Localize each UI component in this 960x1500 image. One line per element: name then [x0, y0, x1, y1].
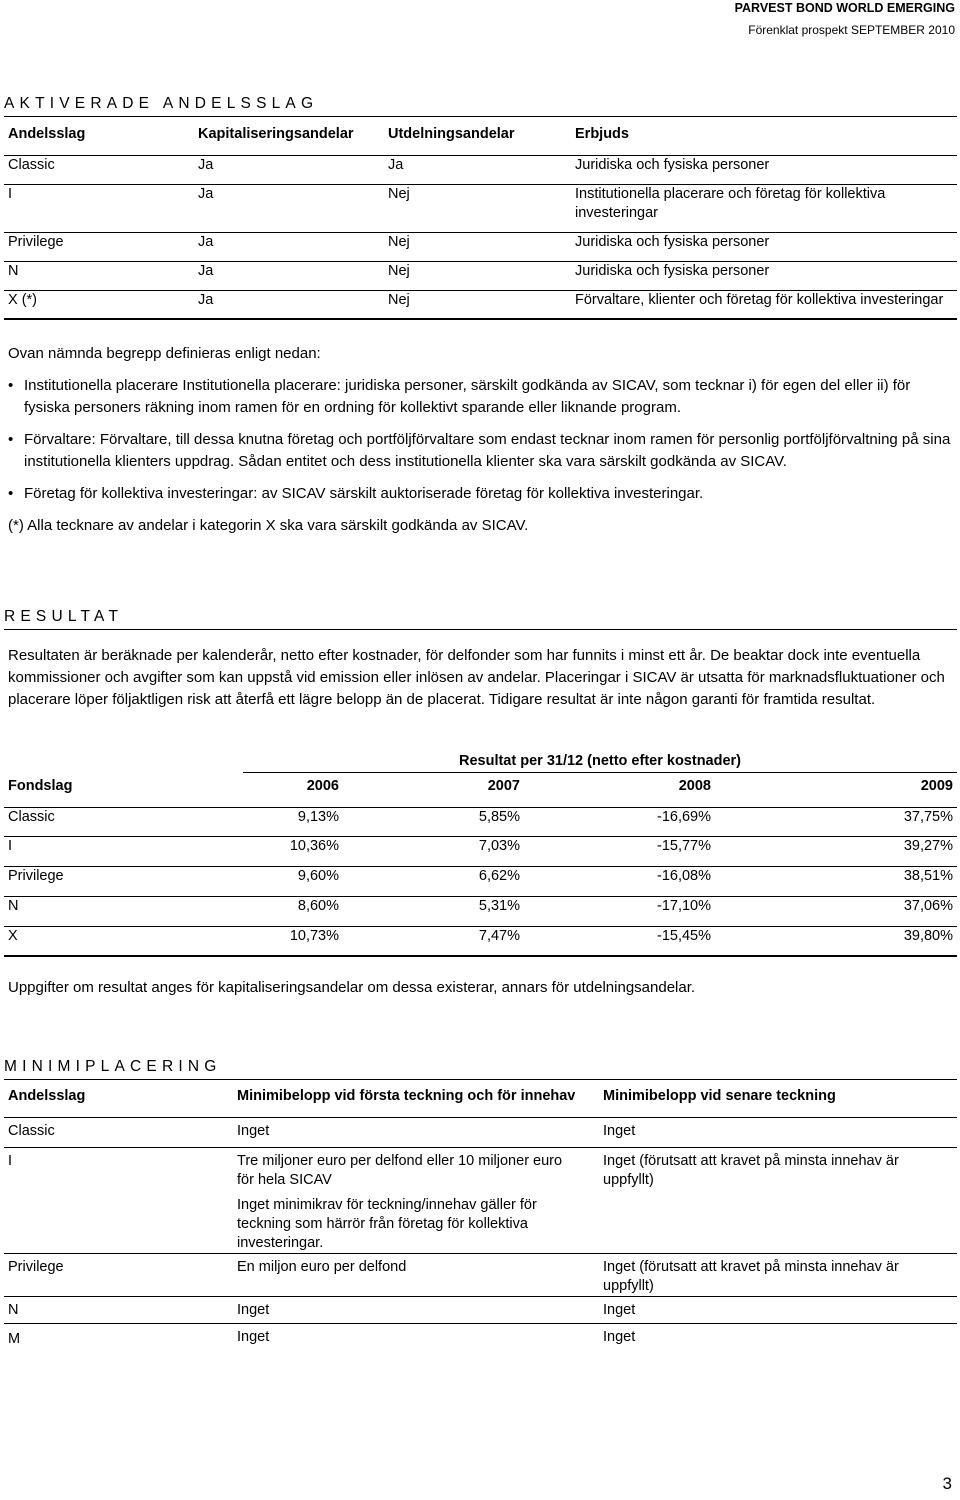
table-cell: 39,80%	[715, 926, 957, 956]
table-cell: Ja	[194, 184, 384, 232]
table-cell: Juridiska och fysiska personer	[571, 232, 957, 261]
table-row	[4, 836, 957, 866]
table-row	[4, 232, 957, 261]
table-cell: 9,13%	[243, 807, 343, 836]
results-table	[4, 777, 957, 957]
document-subtitle: Förenklat prospekt SEPTEMBER 2010	[748, 23, 955, 37]
table-cell: Förvaltare, klienter och företag för kollektiva investeringar	[571, 290, 957, 319]
table-cell: 9,60%	[243, 866, 343, 896]
table-cell: 39,27%	[715, 836, 957, 866]
table-cell: X	[4, 926, 243, 956]
table-cell: M	[4, 1323, 233, 1353]
table-cell: -16,69%	[524, 807, 715, 836]
table-cell: Ja	[384, 155, 571, 184]
column-header: 2008	[524, 777, 715, 807]
table-cell	[233, 1147, 599, 1253]
column-header: Fondslag	[4, 777, 243, 807]
results-intro-block	[8, 645, 954, 711]
table-cell: Privilege	[4, 1253, 233, 1296]
section-title-results: RESULTAT	[4, 606, 957, 630]
table-cell: 5,85%	[343, 807, 524, 836]
table-cell: Nej	[384, 290, 571, 319]
table-cell: Ja	[194, 155, 384, 184]
definitions-intro: Ovan nämnda begrepp definieras enligt nedan:	[8, 345, 321, 362]
table-row	[4, 1323, 957, 1353]
min-first-text: Tre miljoner euro per delfond eller 10 miljoner euro för hela SICAV	[237, 1152, 563, 1188]
table-cell: 7,47%	[343, 926, 524, 956]
table-row	[4, 1117, 957, 1147]
table-row	[4, 261, 957, 290]
table-cell: N	[4, 1296, 233, 1323]
table-cell: Ja	[194, 290, 384, 319]
list-item: • Institutionella placerare Institutionella placerare: juridiska personer, särskilt godkända av SICAV, som tecknar i) för egen del eller ii) för fysiska personers räkning inom ramen för en ordning för kollektivt sparande eller liknande program.	[8, 375, 954, 419]
table-cell: Inget (förutsatt att kravet på minsta innehav är uppfyllt)	[599, 1147, 957, 1253]
table-row	[4, 1296, 957, 1323]
table-cell: -15,77%	[524, 836, 715, 866]
table-cell: Ja	[194, 261, 384, 290]
table-cell: 37,06%	[715, 896, 957, 926]
table-row	[4, 155, 957, 184]
results-note: Uppgifter om resultat anges för kapitaliseringsandelar om dessa existerar, annars för utdelningsandelar.	[8, 979, 696, 996]
page-number: 3	[942, 1474, 952, 1493]
table-cell: 8,60%	[243, 896, 343, 926]
table-cell: -17,10%	[524, 896, 715, 926]
results-intro: Resultaten är beräknade per kalenderår, netto efter kostnader, för delfonder som har funnits i minst ett år. De beaktar dock inte eventuella kommissioner och avgifter som kan uppstå vid emission eller inlösen av andelar. Placeringar i SICAV är utsatta för marknadsfluktuationer och placerare löper följaktligen risk att återfå ett lägre belopp än de placerat. Tidigare resultat är inte någon garanti för framtida resultat.	[8, 647, 945, 708]
table-cell: Inget	[233, 1296, 599, 1323]
table-row	[4, 926, 957, 956]
table-cell: Juridiska och fysiska personer	[571, 261, 957, 290]
definitions-list	[8, 375, 954, 505]
table-cell: Inget	[599, 1323, 957, 1353]
table-row	[4, 896, 957, 926]
definitions-footnote: (*) Alla tecknare av andelar i kategorin X ska vara särskilt godkända av SICAV.	[8, 517, 529, 534]
column-header: Minimibelopp vid första teckning och för innehav	[233, 1087, 599, 1117]
results-note-block	[8, 977, 954, 999]
column-header: Andelsslag	[4, 125, 194, 155]
table-cell: 10,73%	[243, 926, 343, 956]
table-cell: N	[4, 261, 194, 290]
table-row	[4, 1253, 957, 1296]
table-cell: Privilege	[4, 232, 194, 261]
column-header: Utdelningsandelar	[384, 125, 571, 155]
table-row	[4, 184, 957, 232]
table-row	[4, 807, 957, 836]
table-cell: Ja	[194, 232, 384, 261]
column-header: 2009	[715, 777, 957, 807]
table-cell: Privilege	[4, 866, 243, 896]
table-cell: Institutionella placerare och företag för kollektiva investeringar	[571, 184, 957, 232]
column-header: Kapitaliseringsandelar	[194, 125, 384, 155]
list-item: • Företag för kollektiva investeringar: av SICAV särskilt auktoriserade företag för kollektiva investeringar.	[8, 483, 954, 505]
table-cell: Inget	[599, 1296, 957, 1323]
column-header: Minimibelopp vid senare teckning	[599, 1087, 957, 1117]
table-cell: Nej	[384, 261, 571, 290]
table-cell: Nej	[384, 184, 571, 232]
table-cell: Juridiska och fysiska personer	[571, 155, 957, 184]
table-cell: N	[4, 896, 243, 926]
column-header: Andelsslag	[4, 1087, 233, 1117]
table-cell: 7,03%	[343, 836, 524, 866]
table-cell: 37,75%	[715, 807, 957, 836]
table-cell: -15,45%	[524, 926, 715, 956]
active-classes-table	[4, 125, 957, 320]
results-table-caption: Resultat per 31/12 (netto efter kostnader)	[243, 750, 957, 773]
table-cell: X (*)	[4, 290, 194, 319]
table-row	[4, 866, 957, 896]
table-cell: Inget	[233, 1323, 599, 1353]
section-title-min-investment: MINIMIPLACERING	[4, 1056, 957, 1080]
table-cell: 38,51%	[715, 866, 957, 896]
table-cell: I	[4, 184, 194, 232]
table-cell: 5,31%	[343, 896, 524, 926]
table-cell: En miljon euro per delfond	[233, 1253, 599, 1296]
table-row	[4, 1147, 957, 1253]
section-title-active-classes: AKTIVERADE ANDELSSLAG	[4, 93, 957, 117]
table-cell: -16,08%	[524, 866, 715, 896]
table-row	[4, 290, 957, 319]
table-cell: Inget	[603, 1122, 636, 1139]
table-cell: 6,62%	[343, 866, 524, 896]
page-header	[735, 0, 955, 38]
column-header: 2007	[343, 777, 524, 807]
table-cell: Inget	[237, 1122, 270, 1139]
table-cell: Classic	[4, 155, 194, 184]
list-item: • Förvaltare: Förvaltare, till dessa knutna företag och portföljförvaltare som endast tecknar inom ramen för personlig portföljförvaltning på sina institutionella klienters uppdrag. Sådan entitet och dess institutionella klienter ska vara särskilt godkända av SICAV.	[8, 429, 954, 473]
fund-name: PARVEST BOND WORLD EMERGING	[734, 1, 955, 15]
column-header: 2006	[243, 777, 343, 807]
table-cell: I	[4, 836, 243, 866]
table-cell: I	[4, 1147, 233, 1253]
definitions-block	[8, 343, 954, 537]
min-investment-table	[4, 1087, 957, 1353]
table-cell: 10,36%	[243, 836, 343, 866]
min-first-note: Inget minimikrav för teckning/innehav gäller för teckning som härrör från företag för kollektiva investeringar.	[237, 1196, 537, 1251]
column-header: Erbjuds	[571, 125, 957, 155]
table-cell: Classic	[8, 1122, 55, 1139]
table-cell: Inget (förutsatt att kravet på minsta innehav är uppfyllt)	[599, 1253, 957, 1296]
table-cell: Nej	[384, 232, 571, 261]
table-cell: Classic	[4, 807, 243, 836]
